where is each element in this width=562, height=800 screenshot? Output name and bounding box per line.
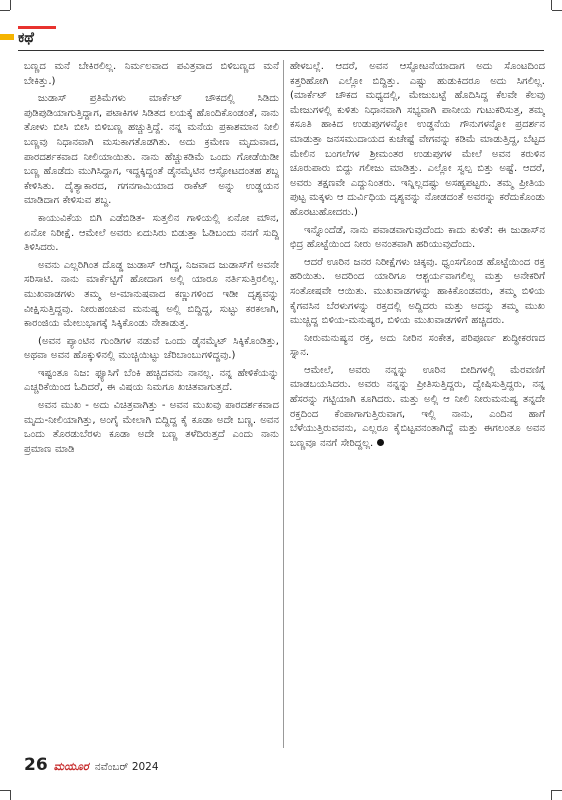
paragraph-text: ಆದರೆ ಊರಿನ ಜನರ ನಿರೀಕ್ಷೆಗಳು ಚಿಕ್ಕವು. ಧ್ವಂಸಗೊಂಡ ಹೊಟ್ಟೆಯಿಂದ ರಕ್ತ ಹರಿಯಿತು. ಅದರಿಂದ ಯಾರಿಗೂ ಆಶ್ಚರ್ಯವಾಗಲಿಲ್ಲ ಮತ್ತು ಅನೇಕರಿಗೆ ಸಂತೋಷವೇ ಆಯಿತು. ಮುಖವಾಡಗಳನ್ನು ಹಾಕಿಕೊಂಡವರು, ತಮ್ಮ ಬಿಳಿಯ ಕೈಗವಸಿನ ಬೆರಳುಗಳನ್ನು ರಕ್ತದಲ್ಲಿ ಅದ್ದಿದರು ಮತ್ತು ಅದನ್ನು ತಮ್ಮ ಮುಖ ಮುಚ್ಚಿದ್ದ ಬಿಳಿಯ-ಮನುಷ್ಯರ, ಬಿಳಿಯ ಮುಖವಾಡಗಳಿಗೆ ಹಚ್ಚಿದರು. <box>290 256 545 327</box>
paragraph-text: ನೀರುಮನುಷ್ಯನ ರಕ್ತ, ಅದು ನೀರಿನ ಸಂಕೇತ, ಪರಿಪೂರ್ಣ ಶುದ್ಧೀಕರಣದ ಸ್ನಾನ. <box>290 332 545 359</box>
paragraph-text: ಕಾಯುವಿಕೆಯ ಬಿಗಿ ಎಡೆಬಿಡಿತ- ಸುತ್ತಲಿನ ಗಾಳಿಯಲ್ಲಿ ಏನೋ ಮೌನ, ಏನೋ ನಿರೀಕ್ಷೆ. ಆಮೇಲೆ ಅವರು ಏದುಸಿರು ಬಿಡುತ್ತಾ ಓಡಿಬಂದು ನನಗೆ ಸುದ್ದಿ ತಿಳಿಸಿದರು. <box>24 212 279 254</box>
left-column <box>24 60 279 750</box>
page-number: 26 <box>24 755 48 775</box>
paragraph-text: ಅವನು ಎಲ್ಲರಿಗಿಂತ ದೊಡ್ಡ ಜುಡಾಸ್ ಆಗಿದ್ದ, ನಿಜವಾದ ಜುಡಾಸ್‌ಗೆ ಅವನೇ ಸರಿಸಾಟಿ. ನಾನು ಮಾರ್ಕೆಟ್ಟಿಗೆ ಹೋದಾಗ ಅಲ್ಲಿ ಯಾರೂ ನರ್ತಿಸುತ್ತಿರಲಿಲ್ಲ. ಮುಖವಾಡಗಳು ತಮ್ಮ ಅ-ಮಾನುಷವಾದ ಕಣ್ಣುಗಳಿಂದ ಇಡೀ ದೃಶ್ಯವನ್ನು ವೀಕ್ಷಿಸುತ್ತಿದ್ದವು. ನೀರುಹಂಚುವ ಮನುಷ್ಯ ಅಲ್ಲಿ ಬಿದ್ದಿದ್ದ, ಸುಟ್ಟು ಕರಕಲಾಗಿ, ಕಾರಂಜಿಯ ಮೇಲುಭಾಗಕ್ಕೆ ಸಿಕ್ಕಿಕೊಂಡು ನೇತಾಡುತ್ತ. <box>24 259 279 330</box>
paragraph-text: (ಅವನ ಪ್ಯಾಂಟಿನ ಗುಂಡಿಗಳ ನಡುವೆ ಒಂದು ಡೈನಮೈಟ್ ಸಿಕ್ಕಿಕೊಂಡಿತ್ತು, ಅಥವಾ ಅವನ ಹೊಕ್ಕುಳಿನಲ್ಲಿ ಮುಚ್ಚಿಯಿಟ್ಟು ಚೆರಿಬಾಂಬುಗಳಿದ್ದವು.) <box>24 335 279 362</box>
paragraph <box>290 60 545 221</box>
paragraph <box>290 256 545 329</box>
section-title: ಕಥೆ <box>18 30 34 46</box>
paragraph <box>290 364 545 452</box>
right-column <box>290 60 545 750</box>
crop-mark <box>0 790 10 791</box>
paragraph <box>24 367 279 396</box>
paragraph-text: ಆಮೇಲೆ, ಅವರು ನನ್ನನ್ನು ಊರಿನ ಬೀದಿಗಳಲ್ಲಿ ಮೆರವಣಿಗೆ ಮಾಡಬಯಸಿದರು. ಅವರು ನನ್ನನ್ನು ಪ್ರೀತಿಸುತ್ತಿದ್ದರು, ದ್ವೇಷಿಸುತ್ತಿದ್ದರು, ನನ್ನ ಹೆಸರನ್ನು ಗಟ್ಟಿಯಾಗಿ ಕೂಗಿದರು. ಮತ್ತು ಅಲ್ಲಿ ಆ ನೀಲಿ ನೀರುಮನುಷ್ಯ ತನ್ನದೇ ರಕ್ತದಿಂದ ಕೆಂಪಾಗಾಗುತ್ತಿರುವಾಗ, ಇಲ್ಲಿ ನಾನು, ಎಂದಿನ ಹಾಗೆ ಬೆಳೆಯುತ್ತಿರುವವನು, ಎಲ್ಲರೂ ಕೈಬಿಟ್ಟವನಂತಾಗಿದ್ದೆ ಮತ್ತು ಈಗಲಂತೂ ಅವನ ಬಣ್ಣವೂ ನನಗೆ ಸೇರಿದ್ದಲ್ಲ. <box>290 364 545 449</box>
paragraph <box>24 60 279 89</box>
paragraph-text: ಇಷ್ಟಂತೂ ನಿಜ: ಫ್ಯೂಸಿಗೆ ಬೆಂಕಿ ಹಚ್ಚಿದವನು ನಾನಲ್ಲ. ನನ್ನ ಹೇಳಿಕೆಯನ್ನು ಎಚ್ಚರಿಕೆಯಿಂದ ಓದಿದರೆ, ಈ ವಿಷಯ ನಿಮಗೂ ಖಚಿತವಾಗುತ್ತದೆ. <box>24 367 279 394</box>
story-end-mark <box>377 439 384 446</box>
paragraph <box>24 212 279 256</box>
column-divider <box>283 60 284 748</box>
paragraph <box>290 332 545 361</box>
crop-mark <box>552 790 562 791</box>
paragraph-text: ಅವನ ಮುಖ - ಅದು ವಿಚಿತ್ರವಾಗಿತ್ತು - ಅವನ ಮುಖವು ಪಾರದರ್ಶಕವಾದ ಮೃದು-ನೀಲಿಯಾಗಿತ್ತು, ಅಂಗೈ ಮೇಲಾಗಿ ಬಿದ್ದಿದ್ದ ಕೈ ಕೂಡಾ ಅದೇ ಬಣ್ಣ. ಅವನ ಒಂದು ತೊರಡುಬೆರಳು ಕೂಡಾ ಅದೇ ಬಣ್ಣ ತಳೆದಿರುತ್ತದೆ ಎಂದು ನಾನು ಪ್ರಮಾಣ ಮಾಡಿ <box>24 400 279 455</box>
magazine-name: ಮಯೂರ <box>53 760 89 773</box>
header-accent-bar <box>0 34 14 40</box>
header-accent-line <box>18 26 56 29</box>
paragraph <box>24 92 279 209</box>
issue-date: ನವೆಂಬರ್ 2024 <box>94 761 159 773</box>
paragraph-text: ಇನ್ನೊಂದೆಡೆ, ನಾನು ಪವಾಡವಾಗುವುದೆಂದು ಕಾದು ಕುಳಿತೆ: ಈ ಜುಡಾಸ್‌ನ ಛಿದ್ರ ಹೊಟ್ಟೆಯಿಂದ ನೀರು ಅನಂತವಾಗಿ ಹರಿಯುವುದೆಂದು. <box>290 224 545 251</box>
paragraph <box>24 399 279 457</box>
paragraph-text: ಬಣ್ಣದ ಮನೆ ಬೇಕಿರಲಿಲ್ಲ. ನಿರ್ಮಲವಾದ ಪವಿತ್ರವಾದ ಬಿಳಿಬಣ್ಣದ ಮನೆ ಬೇಕಿತ್ತು.) <box>24 61 279 87</box>
paragraph <box>24 335 279 364</box>
crop-mark <box>10 790 11 800</box>
section-header <box>0 0 562 52</box>
paragraph <box>24 259 279 332</box>
page-footer <box>24 755 159 777</box>
header-rule <box>18 50 544 51</box>
paragraph-text: ಜುಡಾಸ್ ಪ್ರತಿಮೆಗಳು ಮಾರ್ಕೆಟ್ ಚೌಕದಲ್ಲಿ ಸಿಡಿದು ಪುಡಿಪುಡಿಯಾಗುತ್ತಿದ್ದಾಗ, ಪಟಾಕಿಗಳ ಸಿಡಿತದ ಲಯಕ್ಕೆ ಹೊಂದಿಕೊಂಡಂತೆ, ನಾನು ತೋಳು ಬೀಸಿ ಬೀಸಿ ಬಿಳಿಬಣ್ಣ ಹಚ್ಚುತ್ತಿದ್ದೆ. ನನ್ನ ಮನೆಯ ಪ್ರಕಾಶಮಾನ ನೀಲಿ ಬಣ್ಣವು ನಿಧಾನವಾಗಿ ಮಸುಕಾಗತೊಡಗಿತು. ಅದು ಕ್ರಮೇಣ ಮೃದುವಾದ, ಪಾರದರ್ಶಕವಾದ ನೀಲಿಯಾಯಿತು. ನಾನು ಹೆಚ್ಚುಕಡಿಮೆ ಒಂದು ಗೋಡೆಯಿಡೀ ಬಣ್ಣ ಹೊಡೆದು ಮುಗಿಸಿದ್ದಾಗ, ಇದ್ದಕ್ಕಿದ್ದಂತೆ ಡೈನಮೈಟಿನ ಆಸ್ಫೋಟದಂತಹ ಶಬ್ದ ಕೇಳಿಸಿತು. ದೈತ್ಯಾಕಾರದ, ಗಗನಗಾಮಿಯಾದ ರಾಕೆಟ್ ಅನ್ನು ಉಡ್ಡಯನ ಮಾಡಿದಾಗ ಕೇಳಿಸುವ ಶಬ್ದ. <box>24 93 279 207</box>
paragraph-text: ಹೇಳಬಲ್ಲೆ. ಆದರೆ, ಅವನ ಆಸ್ಫೋಟನೆಯಾದಾಗ ಅದು ಸೊಂಟದಿಂದ ಕತ್ತರಿಹೋಗಿ ಎಲ್ಲೋ ಬಿದ್ದಿತ್ತು. ಎಷ್ಟು ಹುಡುಕಿದರೂ ಅದು ಸಿಗಲಿಲ್ಲ. (ಮಾರ್ಕೆಟ್ ಚೌಕದ ಮಧ್ಯದಲ್ಲಿ, ಮೇಜುಬಟ್ಟೆ ಹೊದಿಸಿದ್ದ ಕೆಲವೇ ಕೆಲವು ಮೇಜುಗಳಲ್ಲಿ ಕುಳಿತು ನಿಧಾನವಾಗಿ ಸಭ್ಯವಾಗಿ ಪಾನೀಯ ಗುಟುಕರಿಸುತ್ತ, ತಮ್ಮ ಕಸೂತಿ ಹಾಕಿದ ಉಡುಪುಗಳನ್ನೋ ಉಡ್ಡನೆಯ ಗೌನುಗಳನ್ನೋ ಪ್ರದರ್ಶನ ಮಾಡುತ್ತಾ ಜನಸಮುದಾಯದ ಕುಚೇಷ್ಟೆ ವೇಗವನ್ನು ಕಡಿಮೆ ಮಾಡುತ್ತಿದ್ದ, ಬೆಟ್ಟದ ಮೇಲಿನ ಬಂಗಲೆಗಳ ಶ್ರೀಮಂತರ ಉಡುಪುಗಳ ಮೇಲೆ ಅವನ ಕರುಳಿನ ಚೂರುಪಾರು ಬಿದ್ದು ಗಲೀಜು ಮಾಡಿತ್ತು. ಎಲ್ಲೋ ಸ್ವಲ್ಪ ಬಿತ್ತು ಅಷ್ಟೆ. ಆದರೆ, ಅವರು ತಕ್ಷಣವೇ ಎದ್ದುನಿಂತರು. ಇನ್ನಿಲ್ಲದಷ್ಟು ಅಸಹ್ಯಪಟ್ಟರು. ತಮ್ಮ ಪ್ರೀತಿಯ ಪುಟ್ಟ ಮಕ್ಕಳು ಆ ದುರ್ವಿಧಿಯ ದೃಶ್ಯವನ್ನು ನೋಡದಂತೆ ಅವರನ್ನು ಕರೆದುಕೊಂಡು ಹೊರಟುಹೋದರು.) <box>290 61 545 218</box>
paragraph <box>290 224 545 253</box>
crop-mark <box>551 790 552 800</box>
